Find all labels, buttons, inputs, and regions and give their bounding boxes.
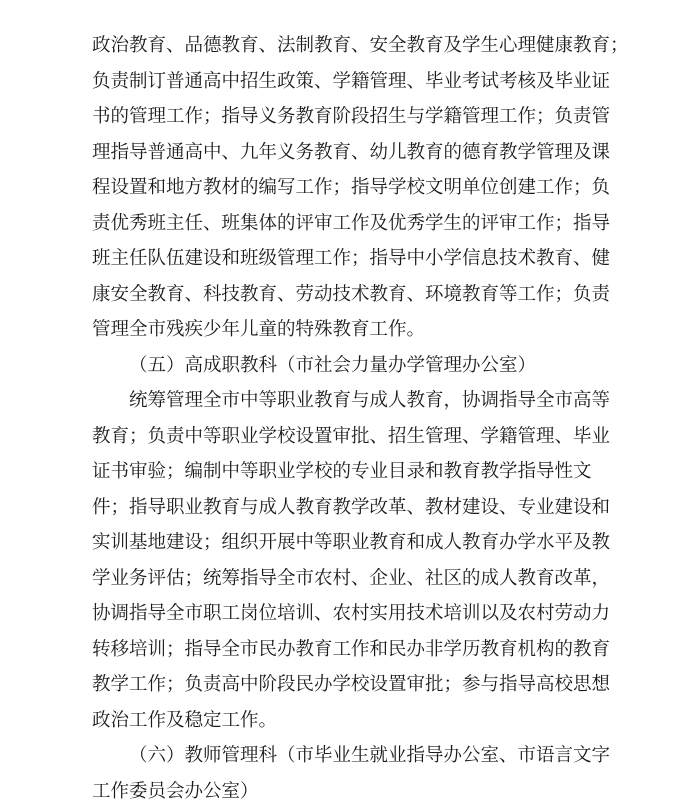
text-line: 康安全教育、科技教育、劳动技术教育、环境教育等工作；负责 (92, 277, 597, 313)
section-heading-6-line-2: 工作委员会办公室） (92, 774, 597, 809)
text-line: 程设置和地方教材的编写工作；指导学校文明单位创建工作；负 (92, 170, 597, 206)
text-line: 转移培训；指导全市民办教育工作和民办非学历教育机构的教育 (92, 632, 597, 668)
text-line: 教育；负责中等职业学校设置审批、招生管理、学籍管理、毕业 (92, 419, 597, 455)
text-line: 协调指导全市职工岗位培训、农村实用技术培训以及农村劳动力 (92, 596, 597, 632)
text-line: 证书审验；编制中等职业学校的专业目录和教育教学指导性文 (92, 454, 597, 490)
text-line: 实训基地建设；组织开展中等职业教育和成人教育办学水平及教 (92, 525, 597, 561)
text-line: 教学工作；负责高中阶段民办学校设置审批；参与指导高校思想 (92, 667, 597, 703)
section-heading-5: （五）高成职教科（市社会力量办学管理办公室） (92, 348, 597, 384)
text-line: 学业务评估；统筹指导全市农村、企业、社区的成人教育改革， (92, 561, 597, 597)
text-line: 政治教育、品德教育、法制教育、安全教育及学生心理健康教育； (92, 28, 597, 64)
section-heading-6 (92, 738, 597, 809)
text-line: 政治工作及稳定工作。 (92, 703, 597, 739)
text-line: 件；指导职业教育与成人教育教学改革、教材建设、专业建设和 (92, 490, 597, 526)
text-line: 责优秀班主任、班集体的评审工作及优秀学生的评审工作；指导 (92, 206, 597, 242)
text-line: 统筹管理全市中等职业教育与成人教育，协调指导全市高等 (92, 383, 597, 419)
text-line: 理指导普通高中、九年义务教育、幼儿教育的德育教学管理及课 (92, 135, 597, 171)
text-line: 班主任队伍建设和班级管理工作；指导中小学信息技术教育、健 (92, 241, 597, 277)
section-5-paragraph (92, 383, 597, 738)
text-line: 管理全市残疾少年儿童的特殊教育工作。 (92, 312, 597, 348)
text-line: 书的管理工作；指导义务教育阶段招生与学籍管理工作；负责管 (92, 99, 597, 135)
document-body (92, 28, 597, 809)
section-heading-6-line-1: （六）教师管理科（市毕业生就业指导办公室、市语言文字 (92, 738, 597, 774)
text-line: 负责制订普通高中招生政策、学籍管理、毕业考试考核及毕业证 (92, 64, 597, 100)
paragraph-continued (92, 28, 597, 348)
